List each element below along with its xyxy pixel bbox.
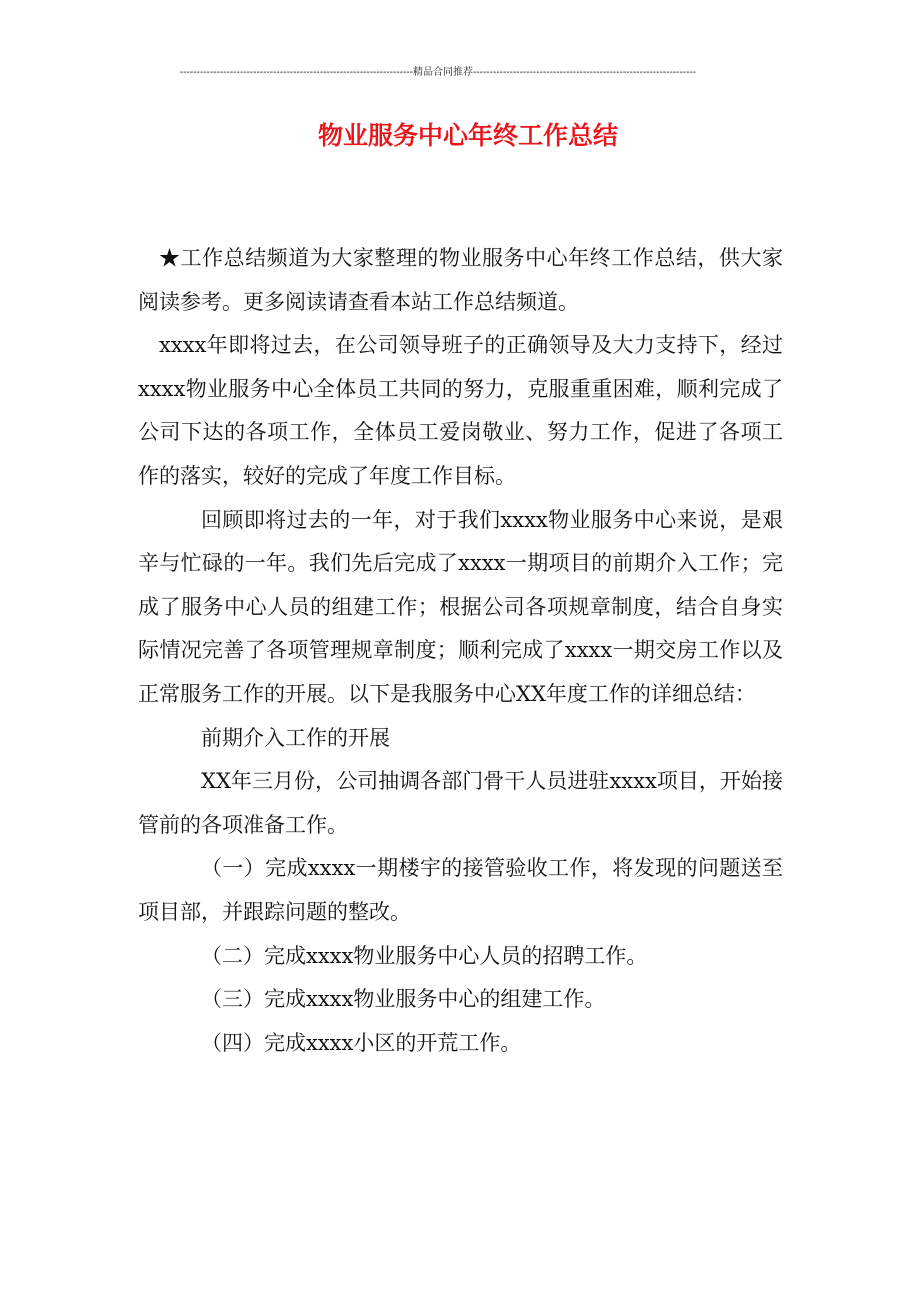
paragraph-year-summary: xxxx年即将过去，在公司领导班子的正确领导及大力支持下，经过xxxx物业服务中心全体员工共同的努力，克服重重困难，顺利完成了公司下达的各项工作，全体员工爱岗敬业、努力工作，促进了各项工作的落实，较好的完成了年度工作目标。	[138, 333, 783, 488]
section-heading: 前期介入工作的开展	[201, 725, 390, 750]
paragraph-review: 回顾即将过去的一年，对于我们xxxx物业服务中心来说，是艰辛与忙碌的一年。我们先后完成了xxxx一期项目的前期介入工作；完成了服务中心人员的组建工作；根据公司各项规章制度，结合自身实际情况完善了各项管理规章制度；顺利完成了xxxx一期交房工作以及正常服务工作的开展。以下是我服务中心XX年度工作的详细总结：	[138, 507, 783, 706]
list-item: （四）完成xxxx小区的开荒工作。	[201, 1030, 522, 1055]
document-body	[138, 237, 783, 1065]
list-item: （三）完成xxxx物业服务中心的组建工作。	[201, 987, 606, 1012]
list-item: （一）完成xxxx一期楼宇的接管验收工作，将发现的问题送至项目部，并跟踪问题的整改。	[138, 856, 783, 924]
page-header-line: ----------------------------------------------------------------------精品合同推荐-------------------------------------------------------------------	[179, 67, 697, 78]
list-item: （二）完成xxxx物业服务中心人员的招聘工作。	[201, 943, 648, 968]
document-title: 物业服务中心年终工作总结	[317, 121, 618, 150]
intro-paragraph: ★工作总结频道为大家整理的物业服务中心年终工作总结，供大家阅读参考。更多阅读请查看本站工作总结频道。	[138, 246, 783, 314]
paragraph-march: XX年三月份，公司抽调各部门骨干人员进驻xxxx项目，开始接管前的各项准备工作。	[138, 769, 783, 837]
